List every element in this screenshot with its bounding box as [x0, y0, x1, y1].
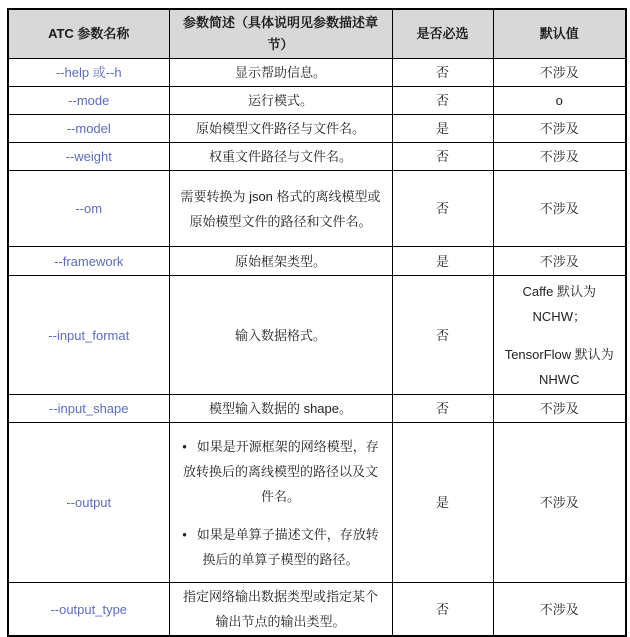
- bullet-icon: •: [182, 526, 187, 542]
- cell-param-name: [8, 247, 169, 276]
- cell-param-desc: [169, 276, 392, 395]
- bullet-item: [178, 522, 384, 572]
- cell-required: 否: [392, 171, 493, 247]
- cell-required: 否: [392, 395, 493, 423]
- table-header: [8, 9, 626, 59]
- cell-param-desc: [169, 87, 392, 115]
- default-paragraph: 不涉及: [539, 149, 579, 164]
- default-paragraph: 不涉及: [539, 65, 579, 80]
- cell-default-value: [493, 276, 626, 395]
- desc-paragraph: 运行模式。: [247, 93, 313, 108]
- cell-default-value: [493, 87, 626, 115]
- cell-param-desc: [169, 395, 392, 423]
- bullet-item: [178, 434, 384, 509]
- table-row: [8, 87, 626, 115]
- default-paragraph: o: [555, 93, 563, 108]
- cell-param-desc: [169, 247, 392, 276]
- desc-paragraph: 显示帮助信息。: [234, 65, 326, 80]
- cell-param-name: [8, 59, 169, 87]
- cell-required: 否: [392, 143, 493, 171]
- desc-paragraph: 指定网络输出数据类型或指定某个输出节点的输出类型。: [182, 589, 378, 629]
- param-link[interactable]: --input_format: [48, 327, 130, 343]
- cell-default-value: [493, 171, 626, 247]
- table-row: [8, 276, 626, 395]
- desc-paragraph: 需要转换为 json 格式的离线模型或原始模型文件的路径和文件名。: [180, 188, 381, 229]
- table-row: [8, 583, 626, 637]
- cell-required: 是: [392, 247, 493, 276]
- cell-required: 否: [392, 276, 493, 395]
- table-row: [8, 171, 626, 247]
- desc-paragraph: 原始框架类型。: [234, 253, 326, 269]
- cell-param-name: [8, 583, 169, 637]
- cell-param-name: [8, 395, 169, 423]
- default-paragraph: 不涉及: [539, 121, 579, 136]
- cell-param-name: [8, 143, 169, 171]
- param-link[interactable]: --input_shape: [49, 401, 129, 416]
- cell-required: 否: [392, 59, 493, 87]
- default-paragraph: TensorFlow 默认为 NHWC: [504, 346, 614, 387]
- header-param-name: ATC 参数名称: [8, 9, 169, 59]
- param-link[interactable]: --om: [75, 201, 103, 216]
- header-row: [8, 9, 626, 59]
- table-row: [8, 59, 626, 87]
- cell-param-name: [8, 115, 169, 143]
- cell-param-desc: [169, 143, 392, 171]
- desc-paragraph: 输入数据格式。: [234, 327, 326, 343]
- default-paragraph: 不涉及: [539, 601, 579, 617]
- table-body: [8, 59, 626, 637]
- cell-required: 是: [392, 423, 493, 583]
- header-default: 默认值: [493, 9, 626, 59]
- table-row: [8, 247, 626, 276]
- cell-default-value: [493, 115, 626, 143]
- cell-param-desc: [169, 59, 392, 87]
- cell-param-desc: [169, 423, 392, 583]
- param-link[interactable]: --help 或--h: [55, 65, 122, 80]
- param-link[interactable]: --framework: [54, 253, 124, 269]
- cell-default-value: [493, 423, 626, 583]
- cell-param-desc: [169, 171, 392, 247]
- atc-params-table: [7, 8, 627, 637]
- cell-default-value: [493, 583, 626, 637]
- cell-param-name: [8, 171, 169, 247]
- param-link[interactable]: --output_type: [50, 601, 128, 617]
- cell-param-name: [8, 276, 169, 395]
- cell-param-desc: [169, 115, 392, 143]
- cell-param-name: [8, 423, 169, 583]
- cell-required: 否: [392, 583, 493, 637]
- default-paragraph: 不涉及: [539, 253, 579, 269]
- table-row: [8, 143, 626, 171]
- cell-default-value: [493, 143, 626, 171]
- table-row: [8, 115, 626, 143]
- cell-param-desc: [169, 583, 392, 637]
- cell-default-value: [493, 395, 626, 423]
- table-row: [8, 395, 626, 423]
- default-paragraph: Caffe 默认为 NCHW；: [522, 283, 596, 324]
- header-param-desc: 参数简述（具体说明见参数描述章节）: [169, 9, 392, 59]
- cell-default-value: [493, 59, 626, 87]
- default-paragraph: 不涉及: [539, 495, 579, 510]
- cell-required: 否: [392, 87, 493, 115]
- param-link[interactable]: --weight: [65, 149, 112, 164]
- bullet-text: 如果是单算子描述文件，存放转换后的单算子模型的路径。: [196, 526, 379, 567]
- table-row: [8, 423, 626, 583]
- header-required: 是否必选: [392, 9, 493, 59]
- cell-required: 是: [392, 115, 493, 143]
- bullet-icon: •: [182, 438, 187, 454]
- cell-default-value: [493, 247, 626, 276]
- bullet-text: 如果是开源框架的网络模型，存放转换后的离线模型的路径以及文件名。: [182, 438, 379, 504]
- param-link[interactable]: --model: [66, 121, 111, 136]
- param-link[interactable]: --output: [66, 495, 112, 510]
- desc-paragraph: 原始模型文件路径与文件名。: [195, 121, 365, 136]
- cell-param-name: [8, 87, 169, 115]
- desc-paragraph: 权重文件路径与文件名。: [208, 149, 352, 164]
- default-paragraph: 不涉及: [539, 401, 579, 416]
- default-paragraph: 不涉及: [539, 201, 579, 216]
- param-link[interactable]: --mode: [68, 93, 110, 108]
- desc-paragraph: 模型输入数据的 shape。: [208, 401, 353, 416]
